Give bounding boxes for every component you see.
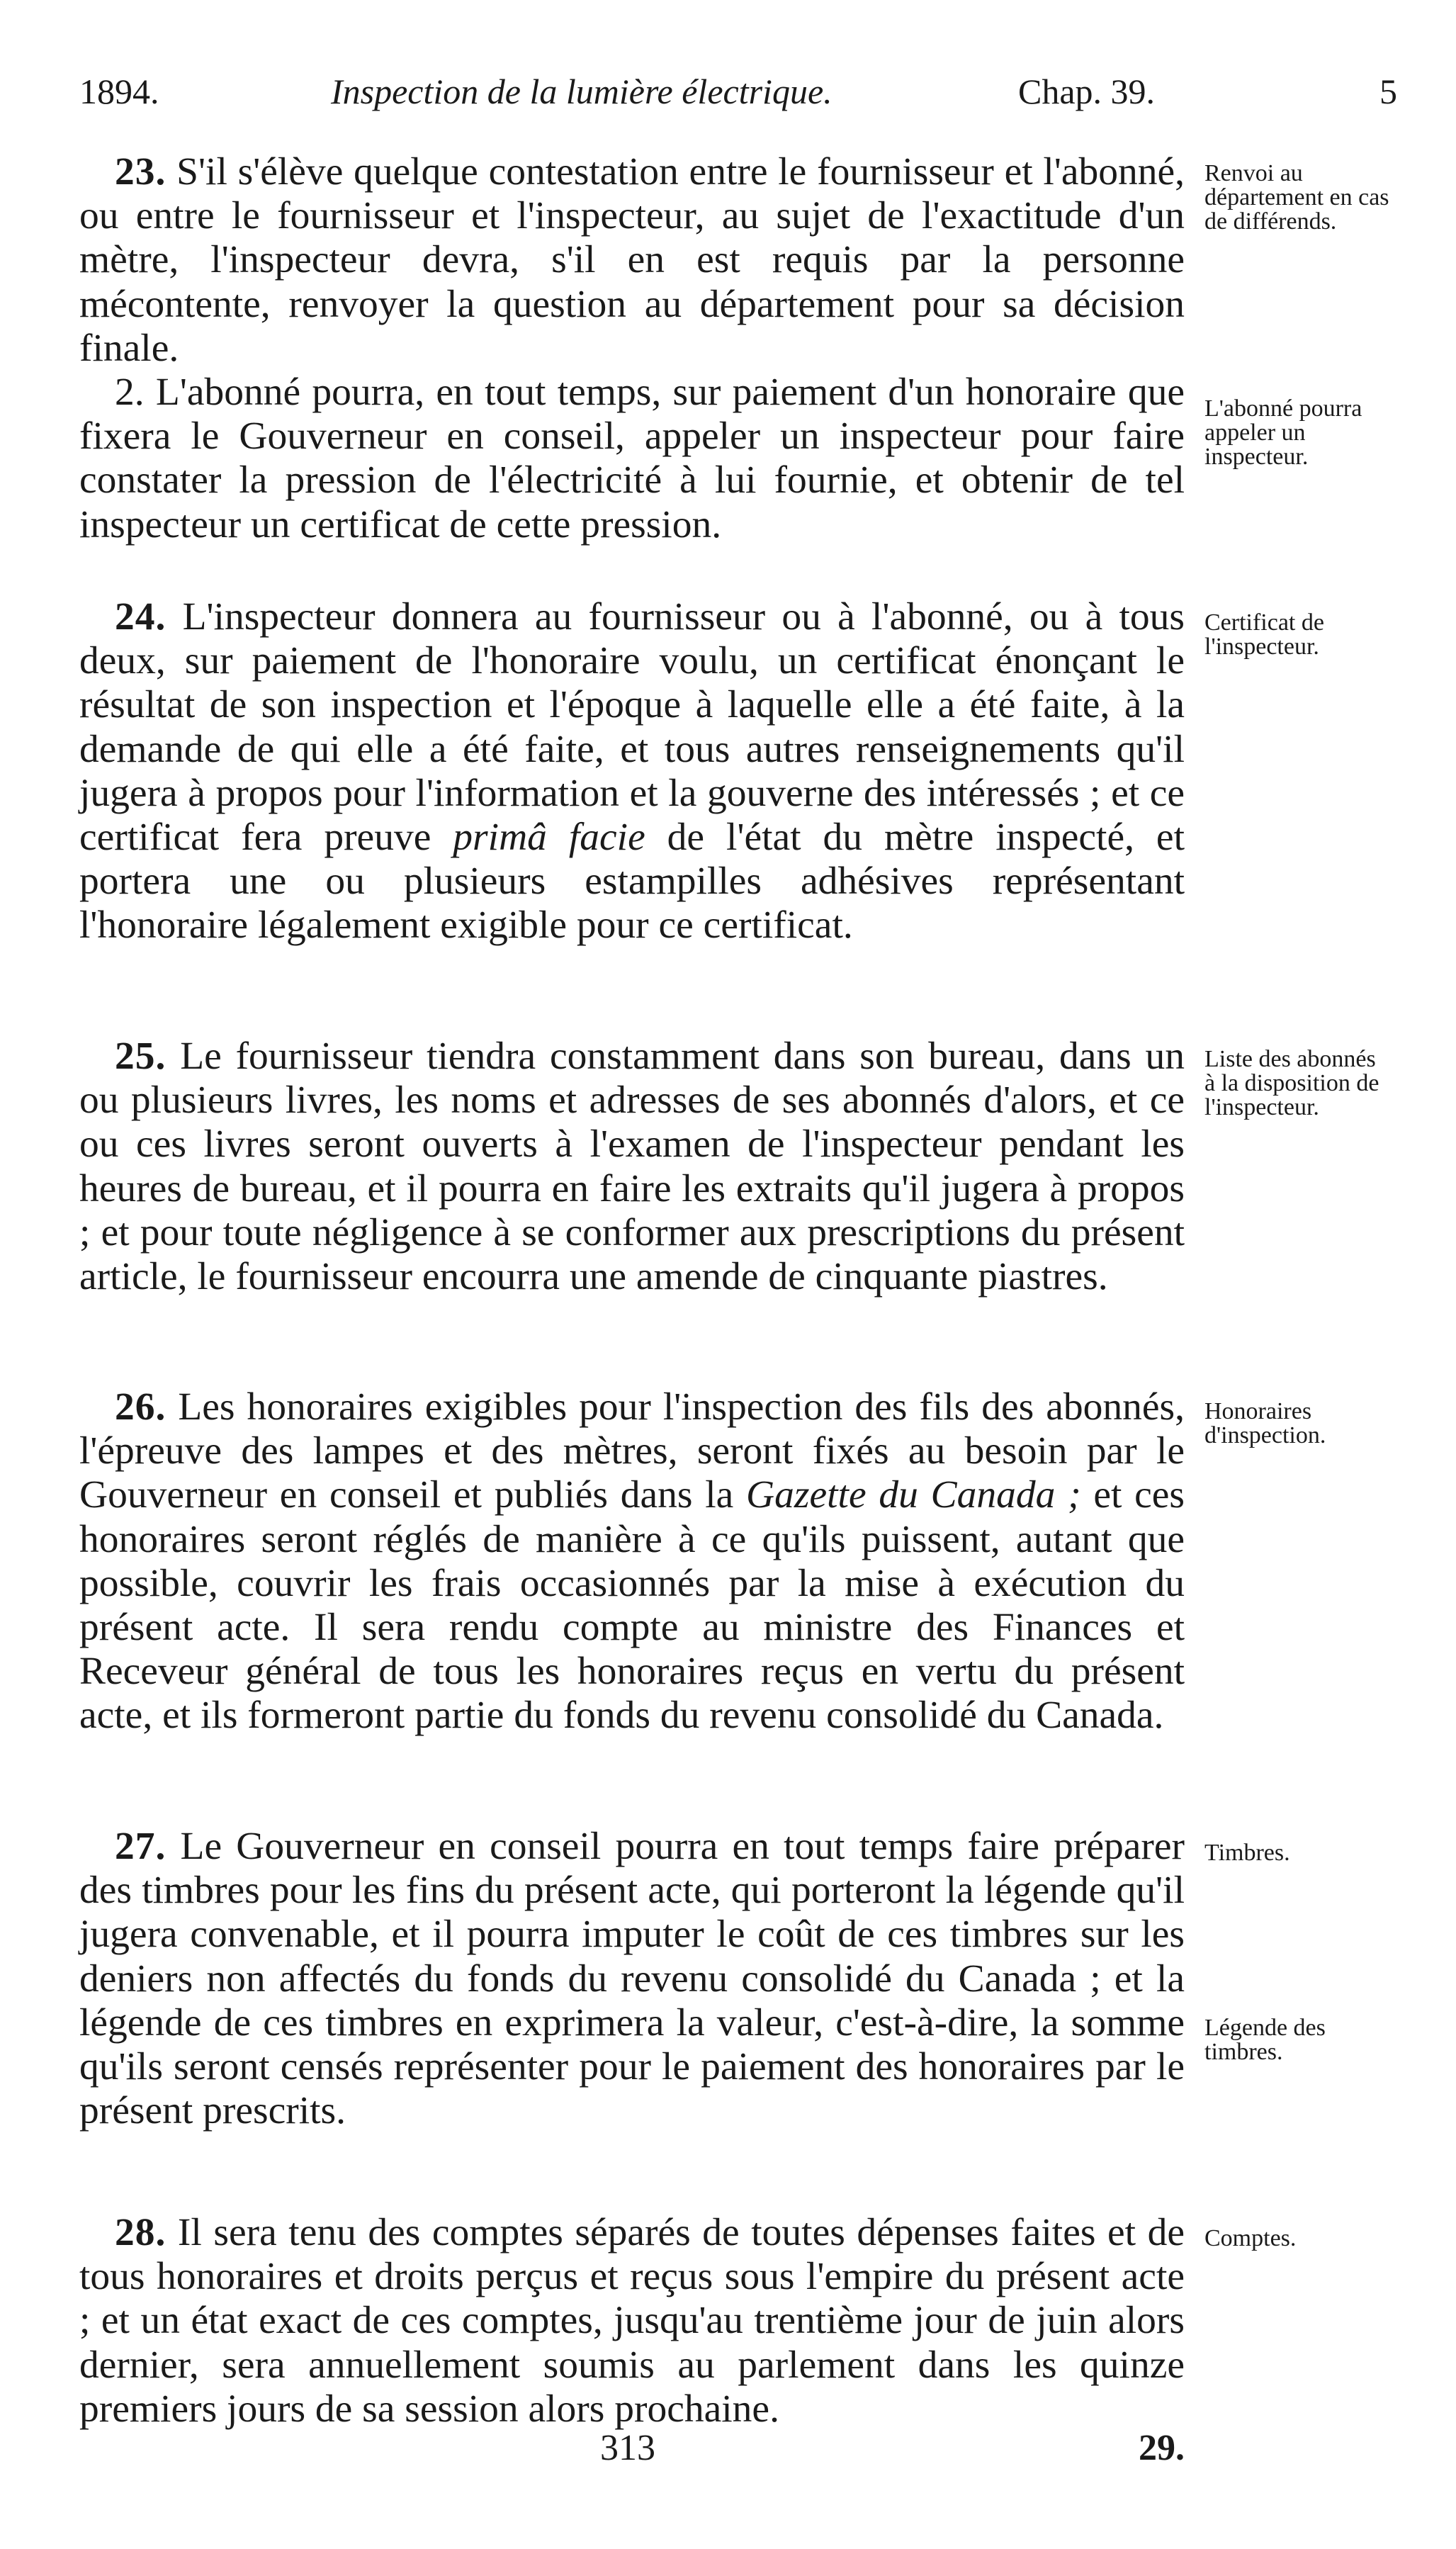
section-text: Le fournisseur tiendra constamment dans son bureau, dans un ou plusieurs livres, les noms et adresses de ses abonnés d'alors, et ce ou ces livres seront ouverts à l'examen de l'inspecteur pendant les heures de bureau, et il pourra en faire les extraits qu'il jugera à propos ; et pour toute négligence à se conformer aux prescriptions du présent article, le fournisseur encourra une amende de cinquante piastres. (79, 1035, 1185, 1299)
section-24 (79, 595, 1185, 948)
section-text: de l'état du mètre inspecté, et portera une ou plusieurs estampilles adhésives représentant l'honoraire légalement exigible pour ce certificat. (79, 816, 1185, 947)
section-number: 26. (115, 1385, 167, 1429)
section-text-italic: primâ facie (453, 816, 645, 860)
section-24-paragraph (79, 595, 1185, 948)
section-text: Les honoraires exigibles pour l'inspection des fils des abonnés, l'épreuve des lampes et des mètres, seront fixés au besoin par le Gouverneur en conseil et publiés dans la (79, 1385, 1185, 1517)
section-number: 28. (115, 2211, 167, 2254)
section-number: 24. (115, 595, 167, 638)
header-chapter: Chap. 39. (1018, 72, 1156, 111)
margin-note-timbres: Timbres. (1204, 1840, 1290, 1866)
section-number: 25. (115, 1035, 167, 1078)
section-25-paragraph (79, 1035, 1185, 1299)
section-number: 23. (115, 150, 167, 193)
margin-note-abonne-appeler: L'abonné pourra appeler un inspecteur. (1204, 395, 1362, 470)
section-text: et ces honoraires seront réglés de manière à ce qu'ils puissent, autant que possible, couvrir les frais occasionnés par la mise à exécution du présent acte. Il sera rendu compte au ministre des Finances et Receveur général de tous les honoraires reçus en vertu du présent acte, et ils formeront partie du fonds du revenu consolidé du Canada. (79, 1473, 1185, 1738)
margin-note-honoraires: Honoraires d'inspection. (1204, 1398, 1326, 1448)
section-26-paragraph (79, 1385, 1185, 1738)
margin-note-liste-abonnes: Liste des abonnés à la disposition de l'inspecteur. (1204, 1046, 1379, 1120)
running-header (79, 71, 1397, 135)
section-27 (79, 1825, 1185, 2133)
footer-folio: 313 (600, 2428, 655, 2468)
margin-note-legende: Légende des timbres. (1204, 2015, 1326, 2065)
section-28 (79, 2211, 1185, 2431)
section-text: 2. L'abonné pourra, en tout temps, sur paiement d'un honoraire que fixera le Gouverneur en conseil, appeler un inspecteur pour faire constater la pression de l'électricité à lui fournie, et obtenir de tel inspecteur un certificat de cette pression. (79, 371, 1185, 546)
margin-note-comptes: Comptes. (1204, 2225, 1297, 2251)
margin-note-certificat: Certificat de l'inspecteur. (1204, 609, 1324, 660)
page-footer (79, 2427, 1185, 2484)
section-text-italic: Gazette du Canada ; (746, 1473, 1081, 1517)
header-title: Inspection de la lumière électrique. (331, 72, 833, 111)
section-text: L'inspecteur donnera au fournisseur ou à l'abonné, ou à tous deux, sur paiement de l'honoraire voulu, un certificat énonçant le résultat de son inspection et l'époque à laquelle elle a été faite, à la demande de qui elle a été faite, et tous autres renseignements qu'il jugera à propos pour l'information et la gouverne des intéressés ; et ce certificat fera preuve (79, 595, 1185, 860)
section-23-paragraph-2 (79, 371, 1185, 547)
section-27-paragraph (79, 1825, 1185, 2133)
section-text: Il sera tenu des comptes séparés de toutes dépenses faites et de tous honoraires et droits perçus et reçus sous l'empire du présent acte ; et un état exact de ces comptes, jusqu'au trentième jour de juin alors dernier, sera annuellement soumis au parlement dans les quinze premiers jours de sa session alors prochaine. (79, 2211, 1185, 2431)
header-page-number: 5 (1379, 72, 1397, 111)
section-23-paragraph-1 (79, 150, 1185, 371)
section-number: 27. (115, 1825, 167, 1868)
section-text: S'il s'élève quelque contestation entre le fournisseur et l'abonné, ou entre le fournisseur et l'inspecteur, au sujet de l'exactitude d'un mètre, l'inspecteur devra, s'il en est requis par la personne mécontente, renvoyer la question au département pour sa décision finale. (79, 150, 1185, 370)
footer-catchword: 29. (1139, 2428, 1185, 2468)
header-year: 1894. (79, 72, 159, 111)
margin-note-renvoi: Renvoi au département en cas de différends. (1204, 160, 1389, 235)
section-23 (79, 150, 1185, 547)
section-28-paragraph (79, 2211, 1185, 2431)
section-25 (79, 1035, 1185, 1299)
section-26 (79, 1385, 1185, 1738)
section-text: Le Gouverneur en conseil pourra en tout temps faire préparer des timbres pour les fins du présent acte, qui porteront la légende qu'il jugera convenable, et il pourra imputer le coût de ces timbres sur les deniers non affectés du fonds du revenu consolidé du Canada ; et la légende de ces timbres en exprimera la valeur, c'est-à-dire, la somme qu'ils seront censés représenter pour le paiement des honoraires par le présent prescrits. (79, 1825, 1185, 2133)
